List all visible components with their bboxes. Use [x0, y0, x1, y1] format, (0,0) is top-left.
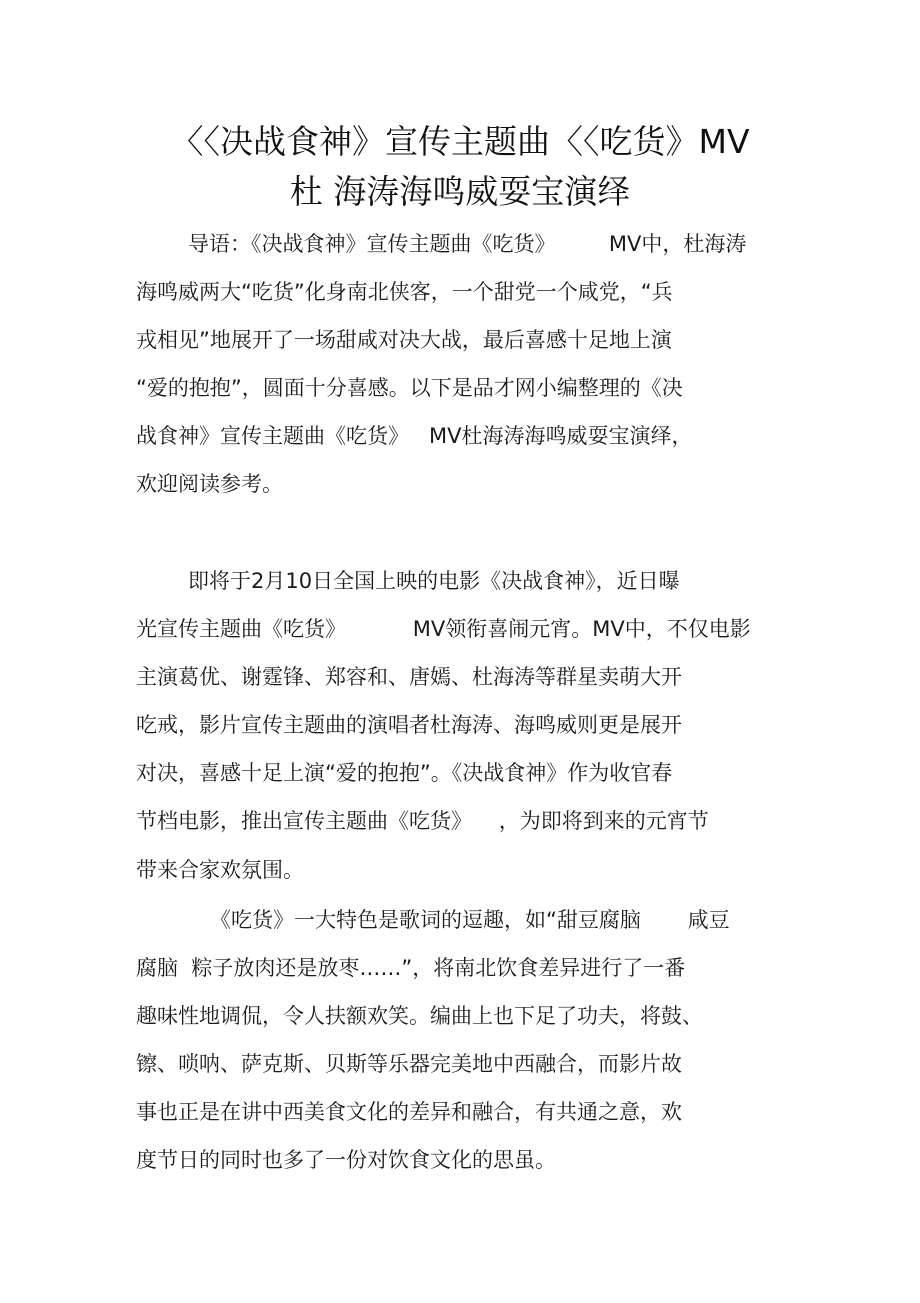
paragraph-3-line-1: 《吃货》一大特色是歌词的逗趣，如“甜豆腐脑 咸豆	[210, 908, 730, 932]
paragraph-3-line-2: 腐脑 粽子放肉还是放枣……”，将南北饮食差异进行了一番	[136, 956, 686, 980]
paragraph-2-line-3: 主演葛优、谢霆锋、郑容和、唐嫣、杜海涛等群星卖萌大开	[136, 665, 682, 689]
paragraph-2-line-2: 光宣传主题曲《吃货》 MV领衔喜闹元宵。MV中，不仅电影	[136, 617, 751, 641]
paragraph-2-line-4: 吃戒，影片宣传主题曲的演唱者杜海涛、海鸣威则更是展开	[136, 713, 682, 737]
paragraph-1-line-2: 海鸣威两大“吃货”化身南北侠客，一个甜党一个咸党，“兵	[136, 280, 673, 304]
paragraph-2-line-1: 即将于2月10日全国上映的电影《决战食神》，近日曝	[188, 569, 680, 593]
paragraph-3-line-5: 事也正是在讲中西美食文化的差异和融合，有共通之意，欢	[136, 1100, 682, 1124]
paragraph-1-line-4: “爱的抱抱”，圆面十分喜感。以下是品才网小编整理的《决	[136, 376, 683, 400]
paragraph-1-line-6: 欢迎阅读参考。	[136, 472, 283, 496]
paragraph-3-line-6: 度节日的同时也多了一份对饮食文化的思虽。	[136, 1148, 556, 1172]
paragraph-2-line-5: 对决，喜感十足上演“爱的抱抱”。《决战食神》作为收官春	[136, 761, 673, 785]
paragraph-2-line-7: 带来合家欢氛围。	[136, 858, 304, 882]
paragraph-1-line-1: 导语：《决战食神》宣传主题曲《吃货》 MV中，杜海涛	[188, 232, 747, 256]
document-title-line-2: 杜 海涛海鸣威耍宝演绎	[289, 172, 631, 211]
paragraph-3-line-4: 镲、唢呐、萨克斯、贝斯等乐器完美地中西融合，而影片故	[136, 1052, 682, 1076]
document-title-line-1: 〈〈决战食神》宣传主题曲〈〈吃货》MV	[170, 122, 750, 161]
paragraph-2-line-6: 节档电影，推出宣传主题曲《吃货》 ，为即将到来的元宵节	[136, 809, 709, 833]
paragraph-1-line-5: 战食神》宣传主题曲《吃货》 MV杜海涛海鸣威耍宝演绎，	[136, 424, 693, 448]
paragraph-1-line-3: 戎相见”地展开了一场甜咸对决大战，最后喜感十足地上演	[136, 328, 672, 352]
paragraph-3-line-3: 趣味性地调侃，令人扶额欢笑。编曲上也下足了功夫，将鼓、	[136, 1004, 703, 1028]
